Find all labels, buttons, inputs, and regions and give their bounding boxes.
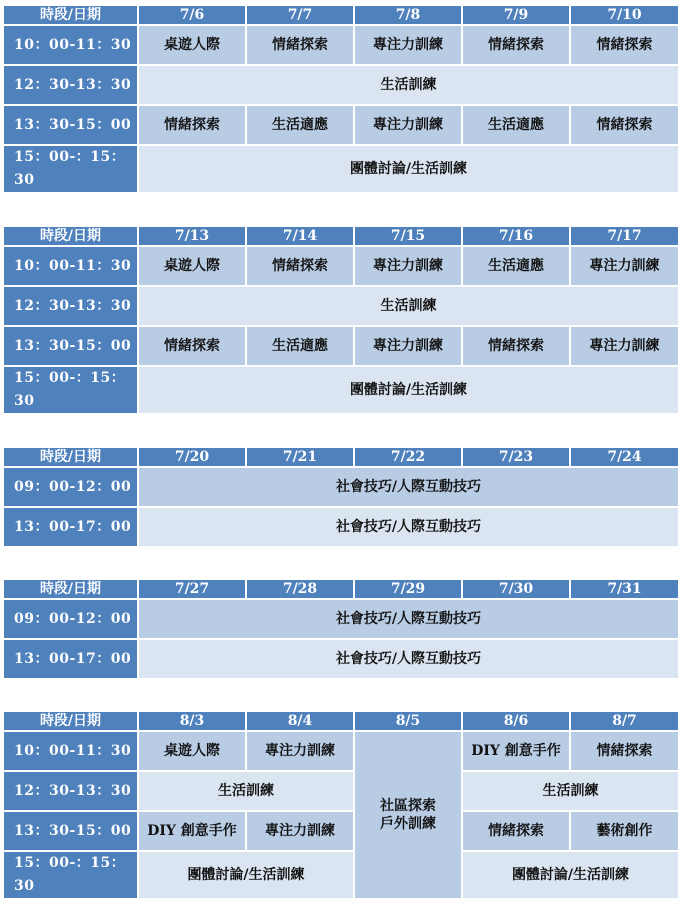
table-row xyxy=(4,508,678,546)
activity-cell: 桌遊人際 xyxy=(139,732,245,770)
activity-cell: 生活訓練 xyxy=(139,287,678,325)
time-slot: 12：30-13：30 xyxy=(4,66,137,104)
schedule-table xyxy=(2,4,678,194)
date-header: 7/10 xyxy=(571,6,678,24)
header-row xyxy=(4,227,678,245)
activity-cell: 社會技巧/人際互動技巧 xyxy=(139,600,678,638)
date-header: 7/30 xyxy=(463,580,569,598)
activity-cell: 桌遊人際 xyxy=(139,247,245,285)
date-header: 8/4 xyxy=(247,712,353,730)
activity-cell: 情緒探索 xyxy=(463,812,569,850)
time-date-header: 時段/日期 xyxy=(4,580,137,598)
table-row xyxy=(4,327,678,365)
date-header: 8/3 xyxy=(139,712,245,730)
table-row xyxy=(4,468,678,506)
activity-cell: 團體討論/生活訓練 xyxy=(463,852,678,898)
activity-cell: 專注力訓練 xyxy=(571,247,678,285)
activity-cell: 專注力訓練 xyxy=(571,327,678,365)
activity-cell: 生活適應 xyxy=(247,106,353,144)
date-header: 7/28 xyxy=(247,580,353,598)
activity-cell: 情緒探索 xyxy=(139,106,245,144)
activity-cell: 專注力訓練 xyxy=(247,812,353,850)
activity-cell: 生活訓練 xyxy=(463,772,678,810)
date-header: 7/9 xyxy=(463,6,569,24)
table-row xyxy=(4,812,678,850)
date-header: 7/20 xyxy=(139,448,245,466)
activity-cell: 藝術創作 xyxy=(571,812,678,850)
schedule-table xyxy=(2,225,678,415)
schedule-table xyxy=(2,710,678,900)
time-slot: 15：00-：15：30 xyxy=(4,852,137,898)
date-header: 7/14 xyxy=(247,227,353,245)
table-row xyxy=(4,26,678,64)
table-row xyxy=(4,772,678,810)
date-header: 7/15 xyxy=(355,227,461,245)
date-header: 7/13 xyxy=(139,227,245,245)
activity-cell: 生活訓練 xyxy=(139,772,353,810)
time-slot: 13：30-15：00 xyxy=(4,106,137,144)
activity-cell: 情緒探索 xyxy=(571,732,678,770)
activity-cell: 專注力訓練 xyxy=(247,732,353,770)
activity-cell: 情緒探索 xyxy=(463,26,569,64)
date-header: 7/24 xyxy=(571,448,678,466)
table-row xyxy=(4,106,678,144)
activity-cell: 團體討論/生活訓練 xyxy=(139,146,678,192)
activity-cell: 社會技巧/人際互動技巧 xyxy=(139,508,678,546)
activity-cell: 生活適應 xyxy=(463,247,569,285)
activity-cell: 桌遊人際 xyxy=(139,26,245,64)
table-row xyxy=(4,287,678,325)
header-row xyxy=(4,712,678,730)
activity-cell: 專注力訓練 xyxy=(355,106,461,144)
table-row xyxy=(4,66,678,104)
date-header: 7/6 xyxy=(139,6,245,24)
activity-cell: 情緒探索 xyxy=(139,327,245,365)
time-slot: 12：30-13：30 xyxy=(4,287,137,325)
table-row xyxy=(4,852,678,898)
table-row xyxy=(4,732,678,770)
table-row xyxy=(4,640,678,678)
date-header: 7/23 xyxy=(463,448,569,466)
date-header: 7/17 xyxy=(571,227,678,245)
time-slot: 13：00-17：00 xyxy=(4,640,137,678)
time-slot: 15：00-：15：30 xyxy=(4,367,137,413)
time-date-header: 時段/日期 xyxy=(4,6,137,24)
activity-cell: 情緒探索 xyxy=(571,106,678,144)
time-slot: 09：00-12：00 xyxy=(4,600,137,638)
time-slot: 13：30-15：00 xyxy=(4,812,137,850)
activity-cell: 生活適應 xyxy=(247,327,353,365)
date-header: 7/22 xyxy=(355,448,461,466)
time-slot: 10：00-11：30 xyxy=(4,26,137,64)
activity-cell: 情緒探索 xyxy=(247,26,353,64)
date-header: 7/27 xyxy=(139,580,245,598)
date-header: 7/16 xyxy=(463,227,569,245)
activity-cell: 社會技巧/人際互動技巧 xyxy=(139,640,678,678)
activity-cell: 專注力訓練 xyxy=(355,247,461,285)
header-row xyxy=(4,580,678,598)
time-slot: 10：00-11：30 xyxy=(4,247,137,285)
table-row xyxy=(4,367,678,413)
time-slot: 15：00-：15：30 xyxy=(4,146,137,192)
time-date-header: 時段/日期 xyxy=(4,448,137,466)
activity-cell: 情緒探索 xyxy=(571,26,678,64)
date-header: 7/7 xyxy=(247,6,353,24)
activity-cell: 社會技巧/人際互動技巧 xyxy=(139,468,678,506)
time-slot: 13：30-15：00 xyxy=(4,327,137,365)
activity-cell: DIY 創意手作 xyxy=(463,732,569,770)
activity-cell: 生活訓練 xyxy=(139,66,678,104)
table-row xyxy=(4,146,678,192)
date-header: 7/29 xyxy=(355,580,461,598)
activity-cell: 生活適應 xyxy=(463,106,569,144)
date-header: 8/5 xyxy=(355,712,461,730)
time-date-header: 時段/日期 xyxy=(4,712,137,730)
date-header: 7/21 xyxy=(247,448,353,466)
date-header: 7/8 xyxy=(355,6,461,24)
table-row xyxy=(4,247,678,285)
activity-cell: 團體討論/生活訓練 xyxy=(139,852,353,898)
activity-cell: 情緒探索 xyxy=(247,247,353,285)
activity-cell: 社區探索 戶外訓練 xyxy=(355,732,461,898)
header-row xyxy=(4,6,678,24)
activity-cell: 團體討論/生活訓練 xyxy=(139,367,678,413)
time-date-header: 時段/日期 xyxy=(4,227,137,245)
date-header: 8/7 xyxy=(571,712,678,730)
time-slot: 10：00-11：30 xyxy=(4,732,137,770)
time-slot: 13：00-17：00 xyxy=(4,508,137,546)
date-header: 7/31 xyxy=(571,580,678,598)
schedule-table xyxy=(2,578,678,680)
time-slot: 12：30-13：30 xyxy=(4,772,137,810)
schedule-table xyxy=(2,446,678,548)
header-row xyxy=(4,448,678,466)
activity-cell: 專注力訓練 xyxy=(355,26,461,64)
activity-cell: 情緒探索 xyxy=(463,327,569,365)
date-header: 8/6 xyxy=(463,712,569,730)
activity-cell: DIY 創意手作 xyxy=(139,812,245,850)
table-row xyxy=(4,600,678,638)
time-slot: 09：00-12：00 xyxy=(4,468,137,506)
activity-cell: 專注力訓練 xyxy=(355,327,461,365)
